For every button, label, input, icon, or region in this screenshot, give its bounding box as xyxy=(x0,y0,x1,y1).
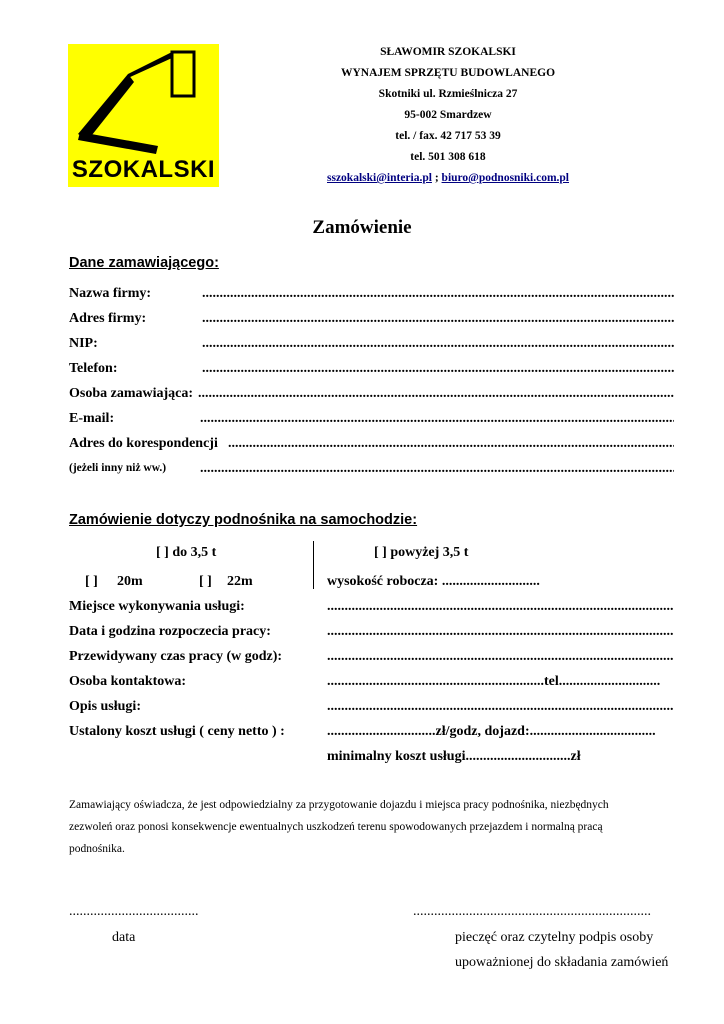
field-label-contact-person: Osoba kontaktowa: xyxy=(69,674,187,689)
stamp-label-line-2: upoważnionej do składania zamówień xyxy=(455,955,669,970)
field-label-agreed-cost: Ustalony koszt usługi ( ceny netto ) : xyxy=(69,724,285,739)
field-label-phone: Telefon: xyxy=(69,361,118,376)
field-label-service-description: Opis usługi: xyxy=(69,699,141,714)
field-input-if-different[interactable] xyxy=(200,461,674,477)
option-20m-label: 20m xyxy=(117,574,143,589)
field-working-height[interactable]: wysokość robocza: ............................ xyxy=(327,574,540,589)
option-up-to-3-5t[interactable]: [ ] do 3,5 t xyxy=(156,545,217,560)
field-input-work-duration[interactable] xyxy=(327,649,674,665)
field-label-correspondence-address: Adres do korespondencji xyxy=(69,436,218,451)
field-input-start-datetime[interactable] xyxy=(327,624,674,640)
field-label-if-different: (jeżeli inny niż ww.) xyxy=(69,462,167,474)
column-divider xyxy=(313,541,314,589)
date-signature-line[interactable]: ..................................... xyxy=(69,904,199,919)
company-name: SŁAWOMIR SZOKALSKI xyxy=(380,46,516,58)
company-business: WYNAJEM SPRZĘTU BUDOWLANEGO xyxy=(340,67,556,79)
option-above-3-5t[interactable]: [ ] powyżej 3,5 t xyxy=(374,545,469,560)
stamp-signature-line[interactable]: .................................................................... xyxy=(413,904,651,919)
date-label: data xyxy=(112,930,136,945)
field-input-cost-rate[interactable]: ...............................zł/godz, dojazd:.................................... xyxy=(327,724,656,739)
field-input-email[interactable] xyxy=(200,411,674,427)
field-label-ordering-person: Osoba zamawiająca: xyxy=(69,386,194,401)
field-label-company-address: Adres firmy: xyxy=(69,311,147,326)
declaration-line-1: Zamawiający oświadcza, że jest odpowiedzialny za przygotowanie dojazdu i miejsca pracy podnośnika, niezbędnych xyxy=(69,799,609,811)
field-input-correspondence-address[interactable] xyxy=(228,436,674,452)
field-input-minimum-cost[interactable]: minimalny koszt usługi..............................zł xyxy=(327,749,581,764)
option-22m-label: 22m xyxy=(227,574,253,589)
company-logo xyxy=(68,44,219,187)
field-label-service-location: Miejsce wykonywania usługi: xyxy=(69,599,245,614)
field-input-company-name[interactable] xyxy=(202,286,674,302)
company-phone: tel. 501 308 618 xyxy=(410,151,486,163)
checkbox-20m[interactable]: [ ] xyxy=(85,574,98,589)
field-label-work-duration: Przewidywany czas pracy (w godz): xyxy=(69,649,283,664)
checkbox-22m[interactable]: [ ] xyxy=(199,574,212,589)
stamp-label-line-1: pieczęć oraz czytelny podpis osoby xyxy=(455,930,654,945)
customer-section-heading: Dane zamawiającego: xyxy=(69,255,219,271)
company-address-city: 95-002 Smardzew xyxy=(404,109,492,121)
field-label-email: E-mail: xyxy=(69,411,115,426)
declaration-line-3: podnośnika. xyxy=(69,843,125,855)
company-emails xyxy=(300,172,596,184)
field-input-service-description[interactable] xyxy=(327,699,674,715)
email-link-biuro[interactable]: biuro@podnosniki.com.pl xyxy=(441,172,569,184)
company-address-street: Skotniki ul. Rzmieślnicza 27 xyxy=(378,88,518,100)
field-input-contact-person-tel[interactable]: ..............................................................tel............................. xyxy=(327,674,661,689)
field-label-nip: NIP: xyxy=(69,336,98,351)
field-input-service-location[interactable] xyxy=(327,599,674,615)
company-phone-fax: tel. / fax. 42 717 53 39 xyxy=(395,130,501,142)
field-input-ordering-person[interactable] xyxy=(198,386,674,402)
field-input-phone[interactable] xyxy=(202,361,674,377)
field-input-company-address[interactable] xyxy=(202,311,674,327)
field-label-company-name: Nazwa firmy: xyxy=(69,286,152,301)
email-separator: ; xyxy=(431,172,442,184)
order-section-heading: Zamówienie dotyczy podnośnika na samochodzie: xyxy=(69,512,418,528)
field-input-nip[interactable] xyxy=(202,336,674,352)
document-title: Zamówienie xyxy=(312,217,412,238)
logo-text: SZOKALSKI xyxy=(71,156,216,183)
declaration-line-2: zezwoleń oraz ponosi konsekwencje ewentualnych uszkodzeń terenu spowodowanych przejazdem i normalną pracą xyxy=(69,821,603,833)
email-link-interia[interactable]: sszokalski@interia.pl xyxy=(327,172,432,184)
field-label-start-datetime: Data i godzina rozpoczecia pracy: xyxy=(69,624,271,639)
